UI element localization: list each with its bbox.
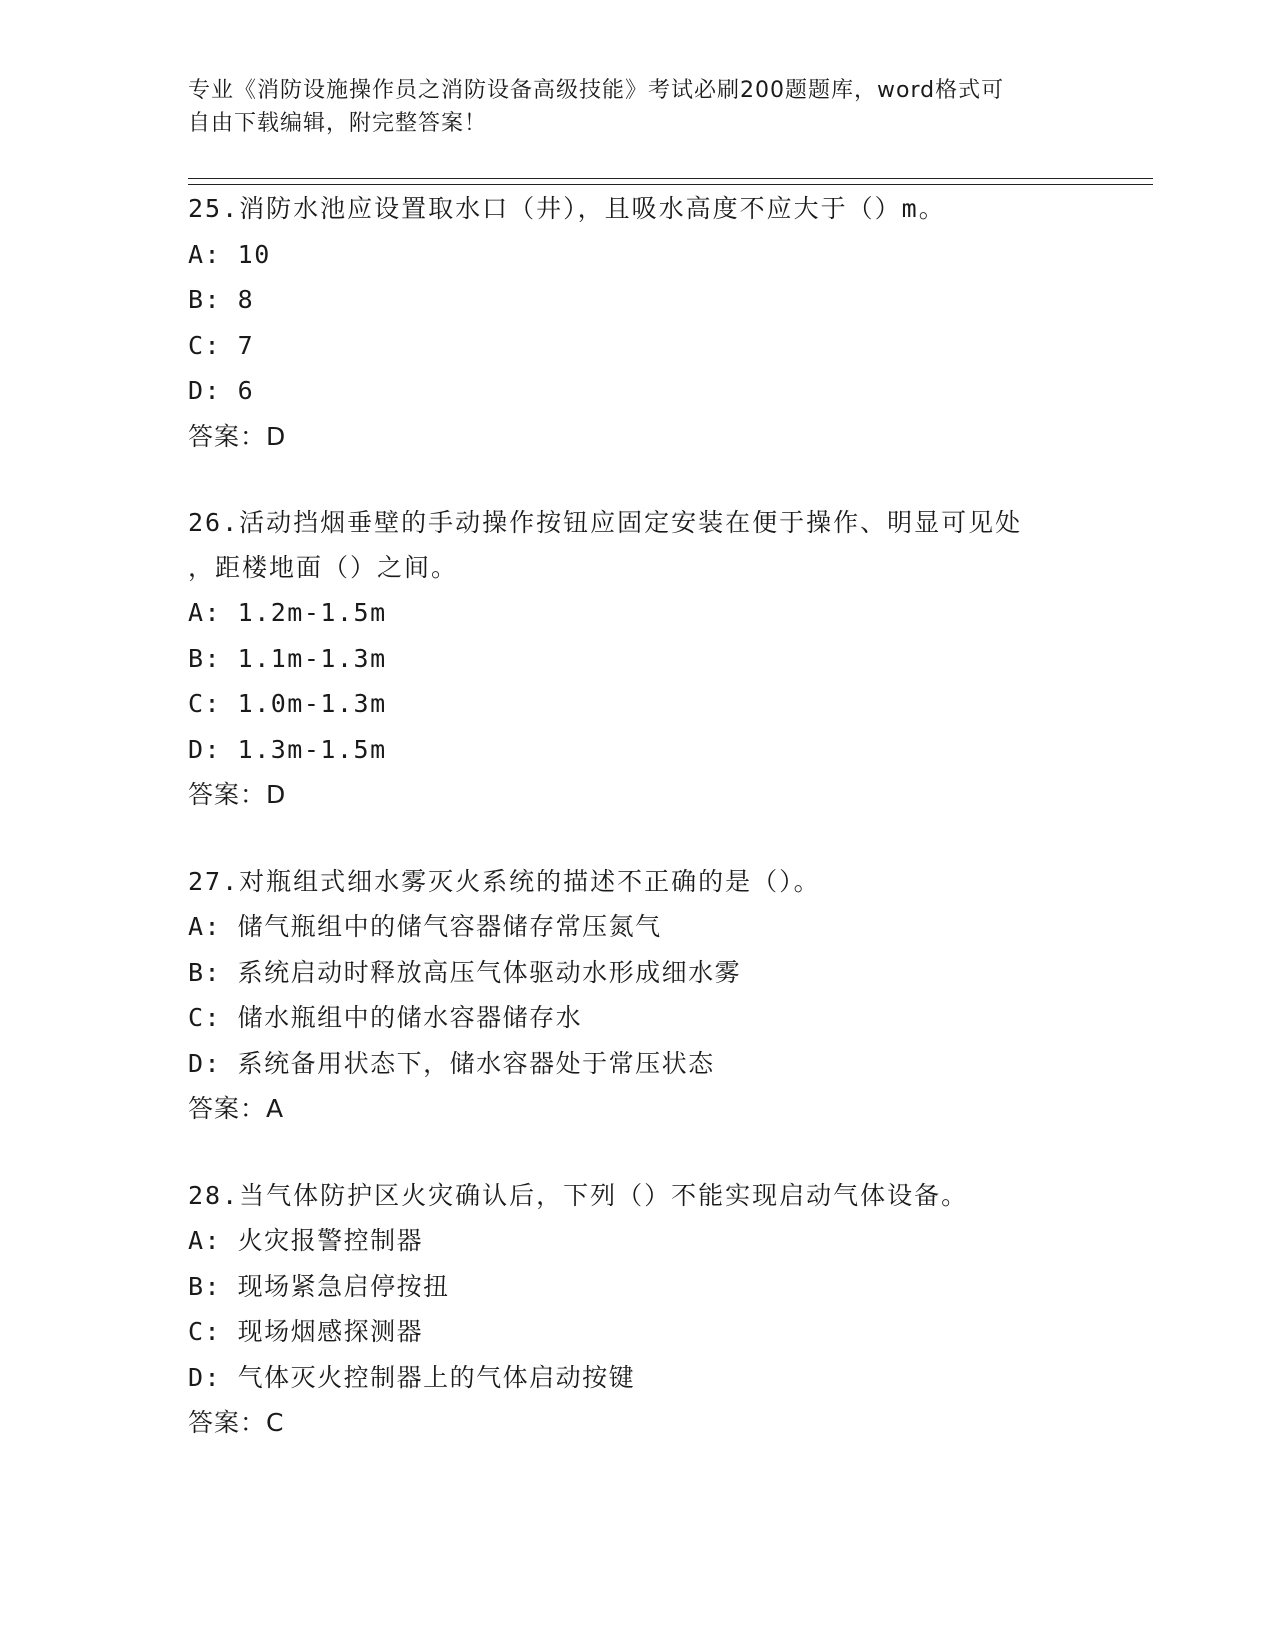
question-26: [188, 501, 1148, 818]
question-text-line-2: ，距楼地面（）之间。: [188, 552, 459, 582]
option-d: D: 气体灭火控制器上的气体启动按键: [188, 1362, 636, 1392]
option-d: D: 6: [188, 376, 255, 405]
header-line-2: 自由下载编辑，附完整答案！: [188, 111, 488, 136]
answer: 答案：D: [188, 780, 287, 809]
question-text: 28.当气体防护区火灾确认后，下列（）不能实现启动气体设备。: [188, 1180, 969, 1210]
header-line-1: 专业《消防设施操作员之消防设备高级技能》考试必刷200题题库，word格式可: [188, 78, 1005, 103]
header-divider-bottom: [188, 184, 1153, 185]
answer: 答案：D: [188, 421, 287, 451]
option-c: C: 7: [188, 330, 255, 360]
option-a: A: 10: [188, 239, 271, 269]
option-d: D: 系统备用状态下，储水容器处于常压状态: [188, 1048, 715, 1078]
answer: 答案：A: [188, 1094, 285, 1123]
option-a: A: 1.2m-1.5m: [188, 598, 387, 627]
document-header: [188, 74, 1088, 140]
option-a: A: 火灾报警控制器: [188, 1226, 424, 1255]
question-28: [188, 1174, 1148, 1446]
option-b: B: 系统启动时释放高压气体驱动水形成细水雾: [188, 957, 742, 987]
option-b: B: 现场紧急启停按扭: [188, 1271, 450, 1301]
answer: 答案：C: [188, 1408, 285, 1437]
option-c: C: 1.0m-1.3m: [188, 689, 387, 718]
option-c: C: 储水瓶组中的储水容器储存水: [188, 1003, 583, 1032]
question-27: [188, 860, 1148, 1132]
question-list: [188, 187, 1148, 1488]
question-text: 25.消防水池应设置取水口（井），且吸水高度不应大于（）m。: [188, 194, 946, 223]
question-text: 27.对瓶组式细水雾灭火系统的描述不正确的是（）。: [188, 866, 821, 896]
option-d: D: 1.3m-1.5m: [188, 734, 387, 764]
question-25: [188, 187, 1148, 459]
option-a: A: 储气瓶组中的储气容器储存常压氮气: [188, 912, 662, 941]
option-c: C: 现场烟感探测器: [188, 1317, 424, 1346]
option-b: B: 8: [188, 285, 255, 314]
header-divider-top: [188, 178, 1153, 179]
option-b: B: 1.1m-1.3m: [188, 643, 387, 673]
question-text-line-1: 26.活动挡烟垂壁的手动操作按钮应固定安装在便于操作、明显可见处: [188, 508, 1023, 537]
